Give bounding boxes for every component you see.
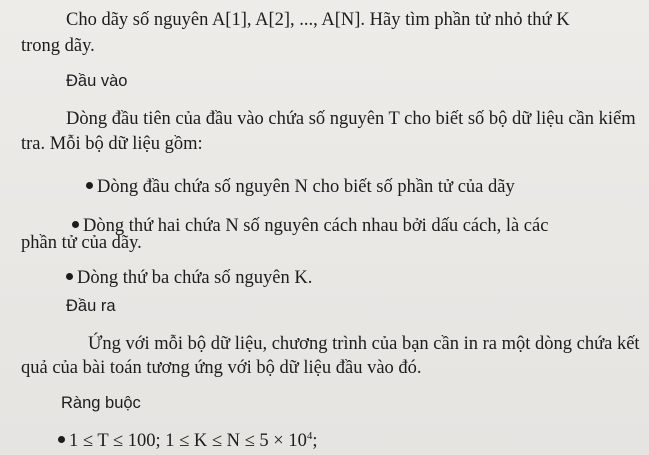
bullet-item-2-continuation: phần tử của dãy. — [21, 233, 142, 253]
output-line-2: quả của bài toán tương ứng với bộ dữ liệu đầu vào đó. — [21, 358, 422, 378]
bullet-icon — [72, 221, 79, 228]
bullet-text: Dòng thứ ba chứa số nguyên K. — [77, 268, 313, 288]
bullet-text: Dòng đầu chứa số nguyên N cho biết số phần tử của dãy — [97, 177, 515, 197]
constraint-end: ; — [312, 431, 318, 451]
constraint-text: 1 ≤ T ≤ 100; 1 ≤ K ≤ N ≤ 5 × 10 — [69, 431, 307, 451]
input-line-2: tra. Mỗi bộ dữ liệu gồm: — [21, 134, 203, 154]
output-heading: Đầu ra — [66, 297, 116, 315]
bullet-item-2 — [72, 215, 548, 237]
bullet-icon — [58, 436, 65, 443]
constraint-exponent: 4 — [306, 430, 313, 442]
constraints-heading: Ràng buộc — [61, 394, 141, 412]
bullet-item-1 — [86, 176, 515, 198]
intro-line-1: Cho dãy số nguyên A[1], A[2], ..., A[N]. Hãy tìm phần tử nhỏ thứ K — [66, 10, 570, 30]
input-line-1: Dòng đầu tiên của đầu vào chứa số nguyên T cho biết số bộ dữ liệu cần kiểm — [66, 109, 636, 129]
input-heading: Đầu vào — [66, 72, 128, 90]
bullet-text: Dòng thứ hai chứa N số nguyên cách nhau bởi dấu cách, là các — [83, 216, 549, 236]
bullet-icon — [86, 182, 93, 189]
bullet-item-3 — [66, 267, 312, 289]
intro-line-2: trong dãy. — [21, 36, 95, 56]
constraint-item — [58, 430, 317, 452]
output-line-1: Ứng với mỗi bộ dữ liệu, chương trình của bạn cần in ra một dòng chứa kết — [88, 334, 640, 354]
bullet-icon — [66, 273, 73, 280]
